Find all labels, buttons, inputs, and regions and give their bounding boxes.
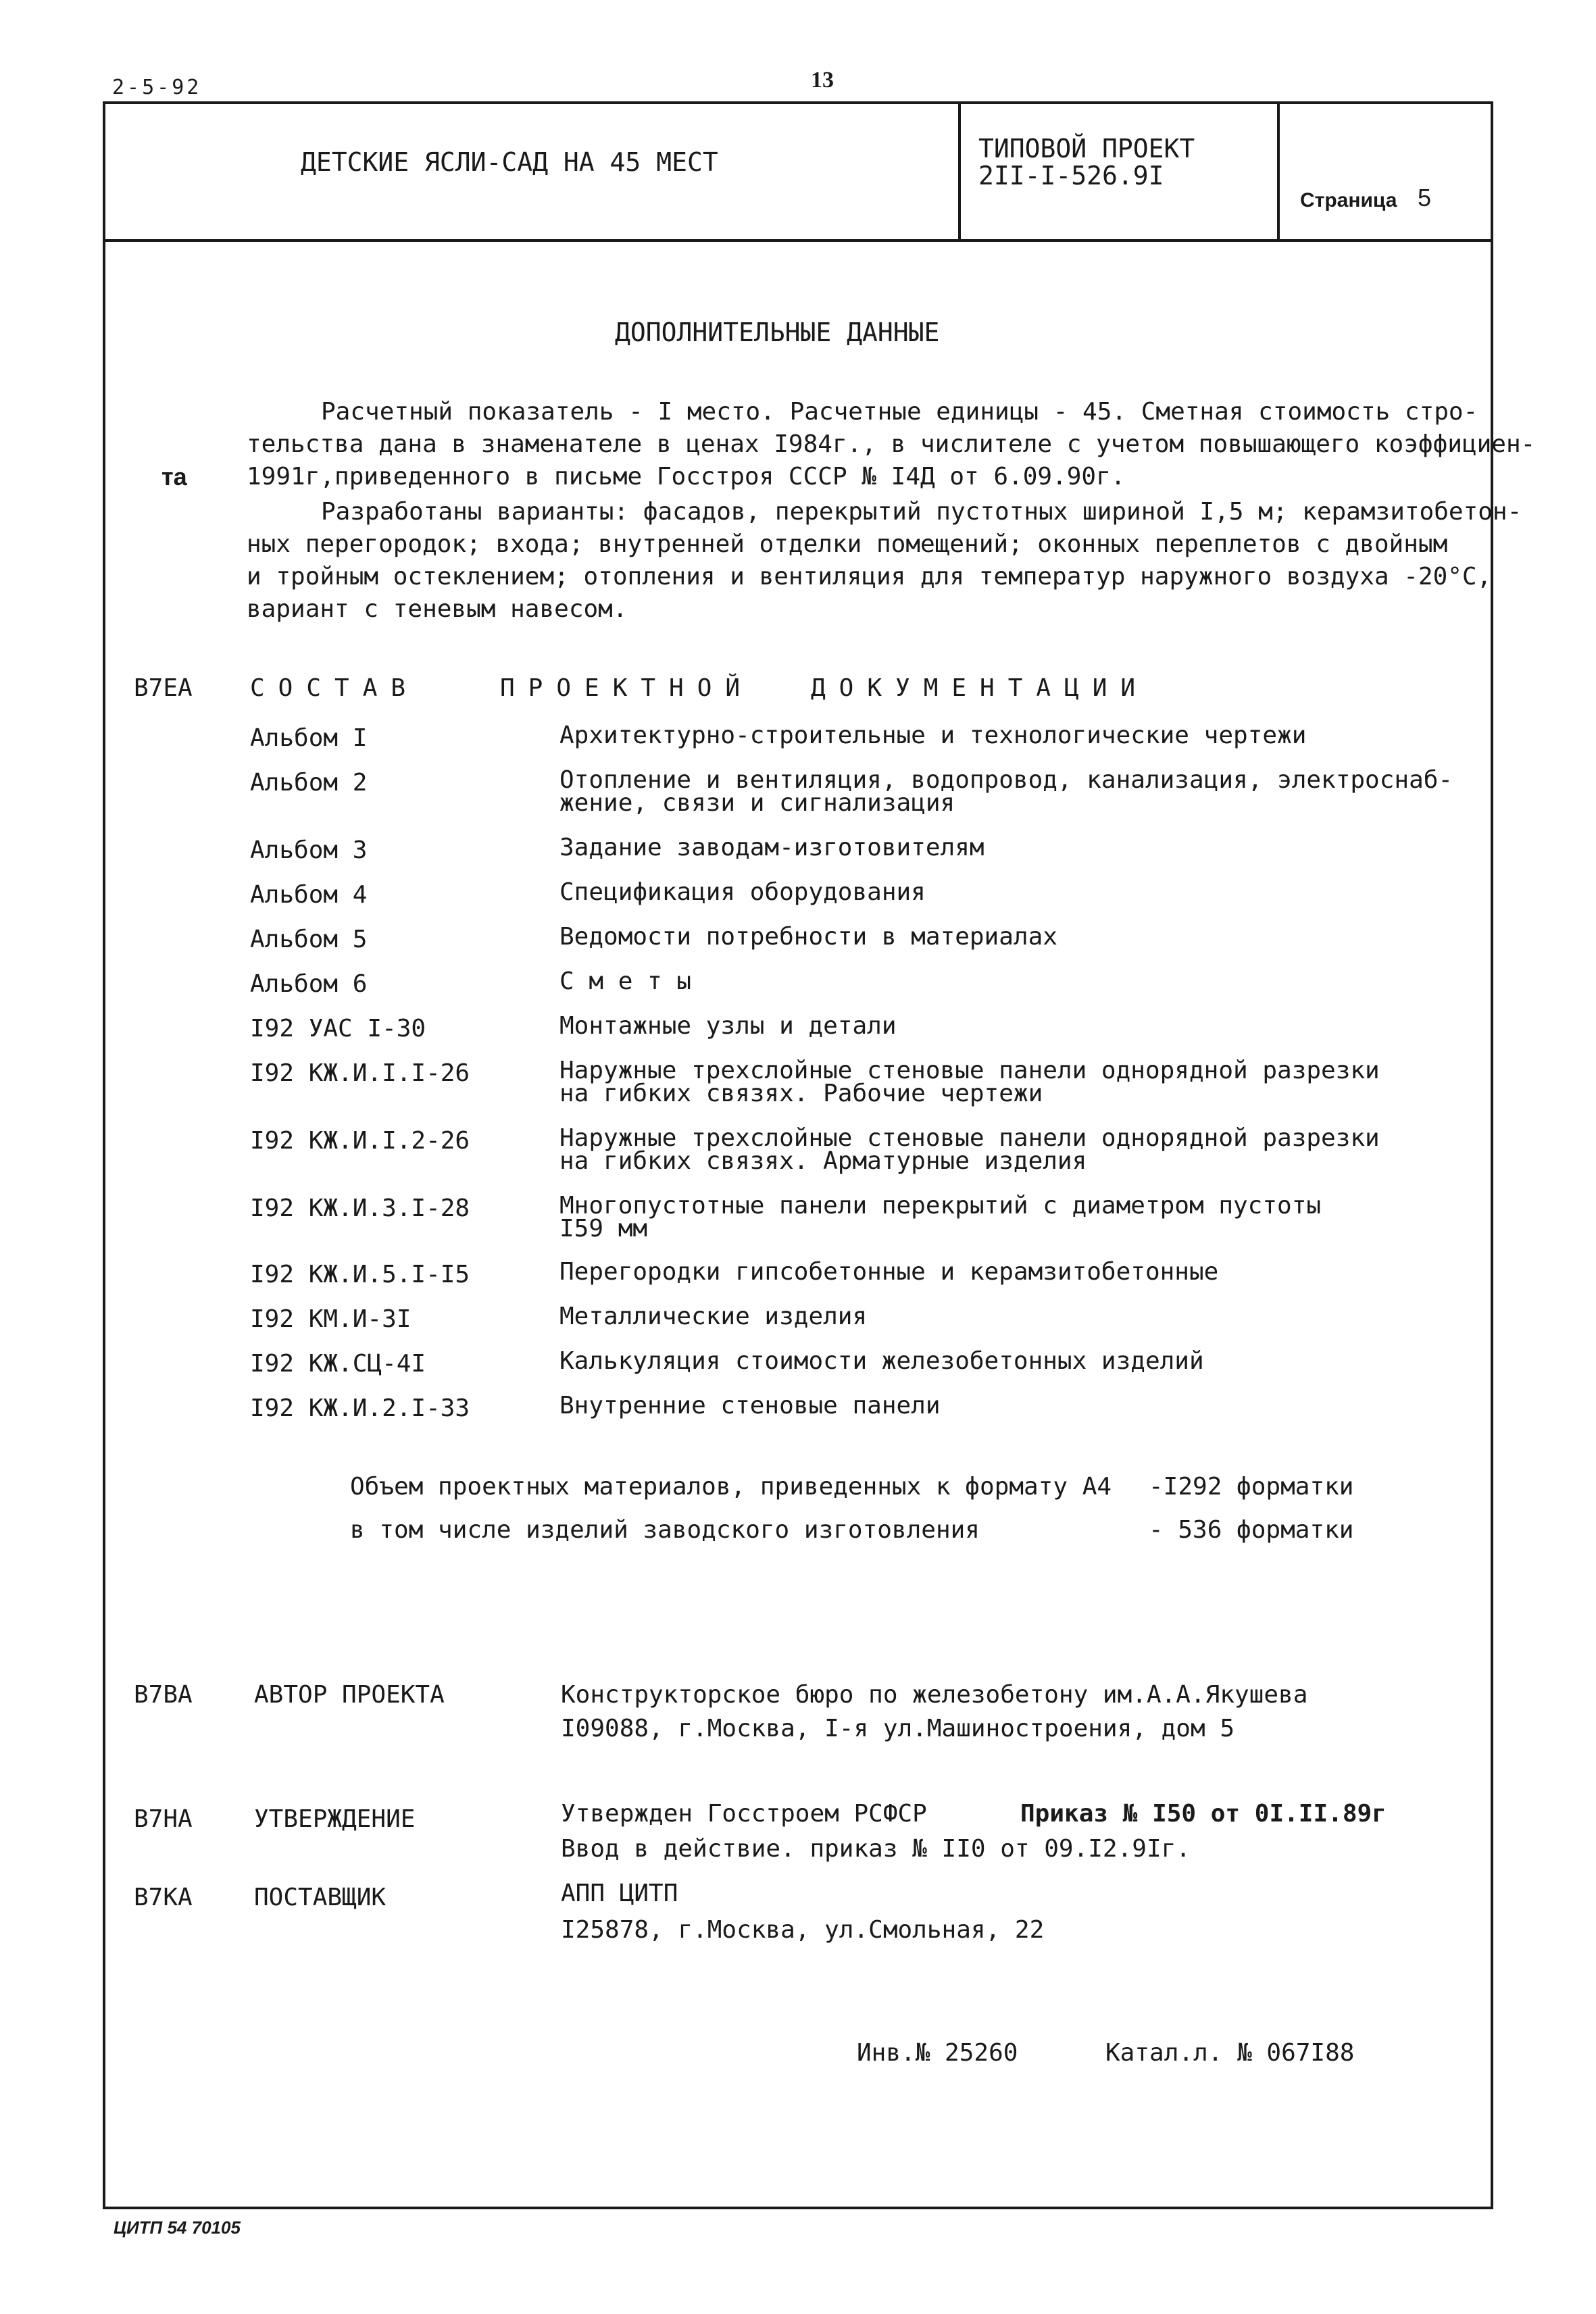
composition-item-description-line-1: Наружные трехслойные стеновые панели однорядной разрезки bbox=[559, 1124, 1380, 1152]
composition-item-description bbox=[559, 1305, 867, 1328]
project-type: ТИПОВОЙ ПРОЕКТ bbox=[978, 134, 1195, 164]
approval-line-1b: Приказ № I50 от 0I.II.89г bbox=[1020, 1800, 1387, 1828]
composition-item-label: Альбом 2 bbox=[250, 769, 368, 797]
author-line-1: Конструкторское бюро по железобетону им.А.А.Якушева bbox=[561, 1681, 1308, 1709]
composition-item-description bbox=[559, 724, 1306, 747]
composition-item-description bbox=[559, 1347, 1204, 1375]
top-page-number: 13 bbox=[811, 68, 834, 93]
author-code: В7ВА bbox=[134, 1681, 193, 1709]
catalog-number: Катал.л. № 067I88 bbox=[1105, 2039, 1355, 2067]
composition-item-label: I92 КЖ.И.I.2-26 bbox=[250, 1127, 470, 1155]
composition-item-description-line-1: Отопление и вентиляция, водопровод, канализация, электроснаб- bbox=[559, 766, 1453, 794]
paragraph-2-line-1: Разработаны варианты: фасадов, перекрытий пустотных шириной I,5 м; керамзитобетон- bbox=[321, 498, 1522, 526]
composition-item-label: Альбом 6 bbox=[250, 970, 368, 998]
volume-line-2-text: в том числе изделий заводского изготовления bbox=[350, 1516, 980, 1544]
approval-code: В7НА bbox=[134, 1805, 193, 1833]
composition-item-label: I92 УАС I-30 bbox=[250, 1015, 426, 1042]
corner-code: 2-5-92 bbox=[112, 76, 202, 99]
composition-heading-3: ДОКУМЕНТАЦИИ bbox=[811, 674, 1149, 702]
project-number: 2II-I-526.9I bbox=[978, 161, 1164, 191]
approval-label: УТВЕРЖДЕНИЕ bbox=[254, 1805, 416, 1833]
composition-item-label: I92 КЖ.И.2.I-33 bbox=[250, 1394, 470, 1422]
composition-item-description-line-2: жение, связи и сигнализация bbox=[559, 789, 955, 817]
paragraph-1-line-3-text: 1991г,приведенного в письме Госстроя СССР № I4Д от 6.09.90г. bbox=[247, 463, 1126, 491]
footer-stamp: ЦИТП 54 70105 bbox=[114, 2217, 241, 2238]
document-title: ДЕТСКИЕ ЯСЛИ-САД НА 45 МЕСТ bbox=[301, 147, 718, 177]
supplier-line-2: I25878, г.Москва, ул.Смольная, 22 bbox=[561, 1916, 1045, 1944]
paragraph-1 bbox=[161, 396, 1536, 493]
composition-item-description bbox=[559, 1124, 1380, 1175]
composition-item-description bbox=[559, 1012, 897, 1040]
composition-item-description-line-1: Задание заводам-изготовителям bbox=[559, 834, 984, 861]
composition-item-description bbox=[559, 878, 926, 906]
composition-item-description-line-1: Спецификация оборудования bbox=[559, 878, 926, 906]
composition-item-label: I92 КЖ.И.I.I-26 bbox=[250, 1059, 470, 1087]
paragraph-1-line-1: Расчетный показатель - I место. Расчетные единицы - 45. Сметная стоимость стро- bbox=[321, 398, 1478, 426]
composition-item-label: Альбом 5 bbox=[250, 926, 368, 953]
composition-heading-1: СОСТАВ bbox=[250, 674, 420, 702]
paragraph-2-line-3: и тройным остеклением; отопления и вентиляция для температур наружного воздуха -20°С, bbox=[247, 563, 1492, 590]
composition-item-description bbox=[559, 923, 1057, 951]
header-column-divider-2 bbox=[1277, 101, 1280, 241]
composition-item-description bbox=[559, 836, 984, 859]
composition-item-description-line-1: С м е т ы bbox=[559, 967, 692, 995]
supplier-code: В7КА bbox=[134, 1884, 193, 1911]
author-line-2: I09088, г.Москва, I-я ул.Машиностроения, дом 5 bbox=[561, 1715, 1235, 1742]
composition-item-description-line-2: на гибких связях. Арматурные изделия bbox=[559, 1147, 1087, 1175]
composition-item-description bbox=[559, 766, 1453, 817]
volume-line-2-value: - 536 форматки bbox=[1149, 1516, 1354, 1544]
composition-item-description-line-1: Многопустотные панели перекрытий с диаметром пустоты bbox=[559, 1192, 1322, 1219]
paragraph-2-line-4: вариант с теневым навесом. bbox=[247, 595, 628, 623]
composition-item-description-line-1: Наружные трехслойные стеновые панели однорядной разрезки bbox=[559, 1057, 1380, 1084]
approval-line-1a: Утвержден Госстроем РСФСР bbox=[561, 1800, 927, 1828]
composition-item-description-line-1: Перегородки гипсобетонные и керамзитобетонные bbox=[559, 1258, 1219, 1286]
paragraph-2 bbox=[247, 496, 1522, 626]
approval-line-2: Ввод в действие. приказ № II0 от 09.I2.9Iг. bbox=[561, 1835, 1191, 1863]
composition-item-description-line-2: I59 мм bbox=[559, 1215, 648, 1242]
volume-line-1-value: -I292 форматки bbox=[1149, 1473, 1354, 1501]
composition-item-description-line-1: Металлические изделия bbox=[559, 1303, 868, 1330]
composition-item-label: Альбом I bbox=[250, 724, 368, 752]
composition-item-description-line-1: Калькуляция стоимости железобетонных изделий bbox=[559, 1347, 1204, 1375]
paragraph-1-line-3 bbox=[161, 461, 1483, 493]
page-value: 5 bbox=[1418, 184, 1432, 211]
supplier-line-1: АПП ЦИТП bbox=[561, 1880, 678, 1907]
composition-item-label: Альбом 3 bbox=[250, 836, 368, 864]
composition-item-label: I92 КЖ.И.5.I-I5 bbox=[250, 1261, 470, 1288]
page-label: Страница bbox=[1300, 189, 1397, 211]
header-divider bbox=[103, 239, 1493, 242]
composition-item-description bbox=[559, 1258, 1219, 1286]
header-column-divider-1 bbox=[958, 101, 961, 241]
composition-heading-2: ПРОЕКТНОЙ bbox=[500, 674, 754, 702]
composition-item-label: I92 КМ.И-3I bbox=[250, 1305, 412, 1333]
composition-item-description-line-1: Ведомости потребности в материалах bbox=[559, 923, 1057, 951]
composition-item-description bbox=[559, 1059, 1380, 1105]
inventory-number: Инв.№ 25260 bbox=[857, 2039, 1018, 2067]
composition-item-description-line-1: Архитектурно-строительные и технологические чертежи bbox=[559, 722, 1307, 749]
volume-line-1-text: Объем проектных материалов, приведенных к формату А4 bbox=[350, 1473, 1112, 1501]
composition-item-description bbox=[559, 1194, 1321, 1240]
composition-item-description-line-2: на гибких связях. Рабочие чертежи bbox=[559, 1080, 1043, 1107]
paragraph-2-line-2: ных перегородок; входа; внутренней отделки помещений; оконных переплетов с двойным bbox=[247, 530, 1448, 558]
composition-code: В7ЕА bbox=[134, 674, 193, 702]
author-label: АВТОР ПРОЕКТА bbox=[254, 1681, 445, 1709]
section-title: ДОПОЛНИТЕЛЬНЫЕ ДАННЫЕ bbox=[615, 318, 940, 347]
composition-item-description bbox=[559, 967, 692, 995]
composition-item-label: I92 КЖ.И.3.I-28 bbox=[250, 1194, 470, 1222]
composition-item-description-line-1: Внутренние стеновые панели bbox=[559, 1392, 941, 1419]
supplier-label: ПОСТАВЩИК bbox=[254, 1884, 386, 1911]
composition-item-label: Альбом 4 bbox=[250, 881, 368, 909]
paragraph-1-line-2: тельства дана в знаменателе в ценах I984г., в числителе с учетом повышающего коэффициен- bbox=[247, 430, 1536, 458]
composition-item-description-line-1: Монтажные узлы и детали bbox=[559, 1012, 897, 1040]
composition-item-description bbox=[559, 1394, 941, 1417]
paragraph-1-line-3-prefix: та bbox=[161, 463, 187, 491]
composition-item-label: I92 КЖ.СЦ-4I bbox=[250, 1350, 426, 1378]
